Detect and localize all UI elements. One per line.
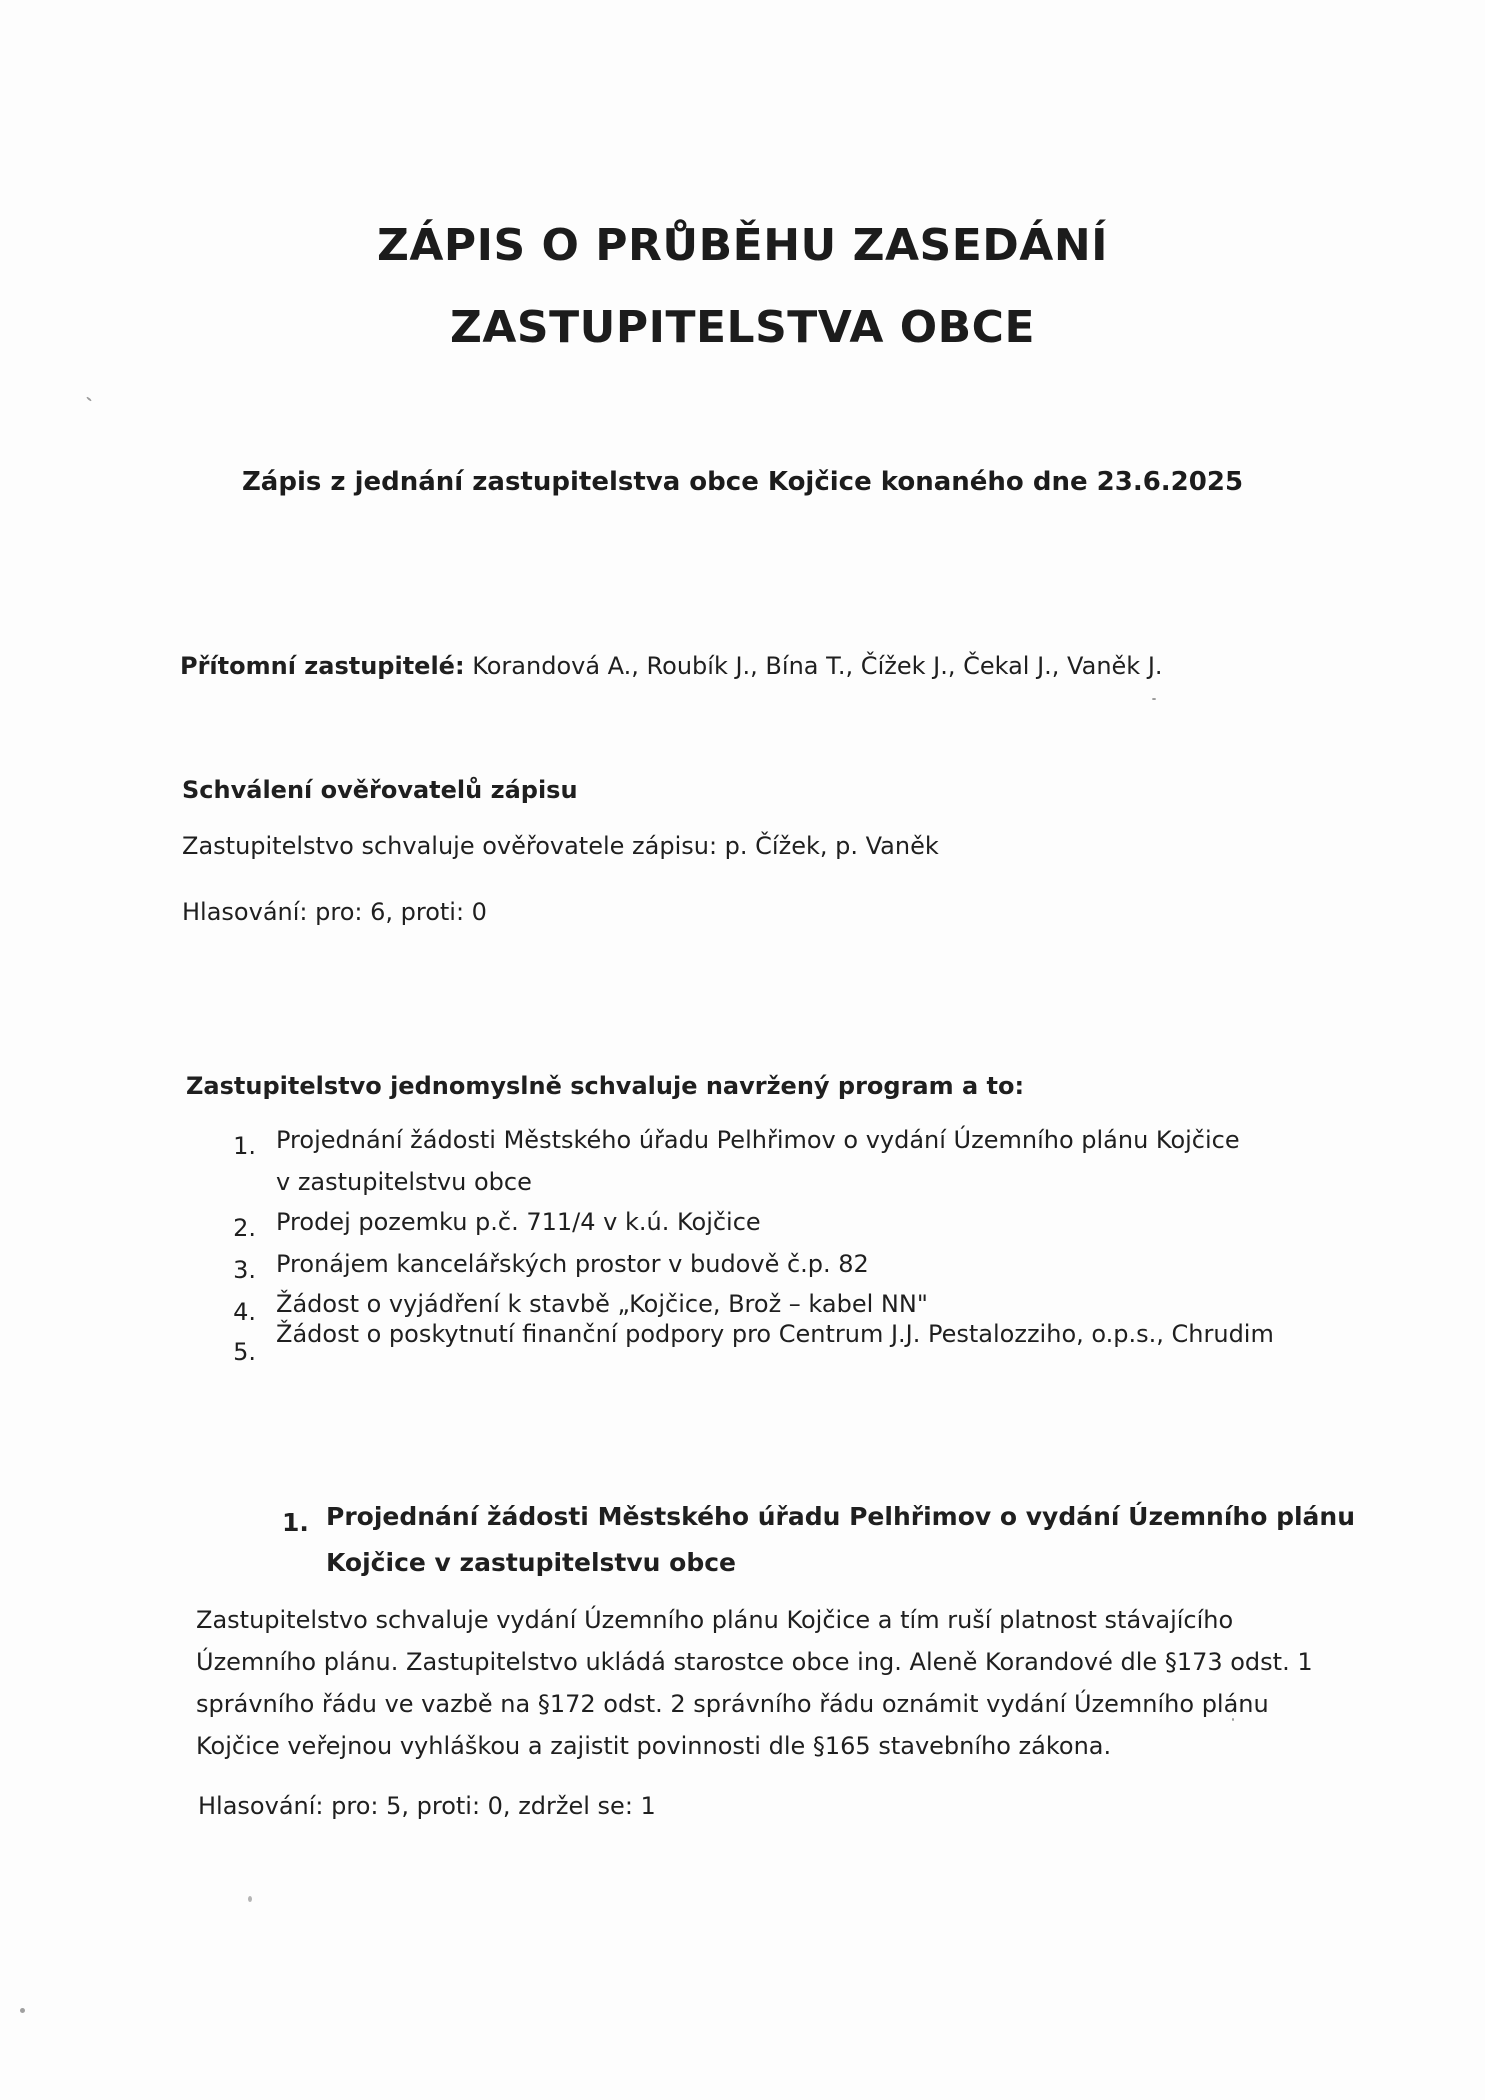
program-item-text: Žádost o poskytnutí finanční podpory pro Centrum J.J. Pestalozziho, o.p.s., Chrudim bbox=[276, 1320, 1274, 1348]
section1-body-line: Zastupitelstvo schvaluje vydání Územního plánu Kojčice a tím ruší platnost stávajícího bbox=[196, 1606, 1234, 1634]
section1-body-line: Územního plánu. Zastupitelstvo ukládá starostce obce ing. Aleně Korandové dle §173 odst. 1 bbox=[196, 1648, 1313, 1676]
scan-speck bbox=[20, 2008, 25, 2013]
verifiers-text: Zastupitelstvo schvaluje ověřovatele zápisu: p. Čížek, p. Vaněk bbox=[182, 832, 939, 860]
section1-vote: Hlasování: pro: 5, proti: 0, zdržel se: 1 bbox=[198, 1792, 656, 1820]
scan-speck bbox=[1232, 1718, 1234, 1721]
section1-heading-line2: Kojčice v zastupitelstvu obce bbox=[326, 1548, 737, 1577]
program-item-number: 5. bbox=[233, 1338, 256, 1366]
document-title-line1: ZÁPIS O PRŮBĚHU ZASEDÁNÍ bbox=[376, 220, 1109, 271]
section1-heading-line1: Projednání žádosti Městského úřadu Pelhřimov o vydání Územního plánu bbox=[326, 1502, 1356, 1531]
scan-speck bbox=[248, 1896, 252, 1902]
program-item-text: Pronájem kancelářských prostor v budově č.p. 82 bbox=[276, 1250, 869, 1278]
program-heading: Zastupitelstvo jednomyslně schvaluje navržený program a to: bbox=[186, 1072, 1025, 1100]
verifiers-vote: Hlasování: pro: 6, proti: 0 bbox=[182, 898, 487, 926]
program-item-text: Projednání žádosti Městského úřadu Pelhřimov o vydání Územního plánu Kojčice bbox=[276, 1126, 1240, 1154]
document-subtitle: Zápis z jednání zastupitelstva obce Kojčice konaného dne 23.6.2025 bbox=[241, 467, 1244, 497]
program-item-text: Žádost o vyjádření k stavbě „Kojčice, Brož – kabel NN" bbox=[276, 1290, 928, 1318]
present-names: Korandová A., Roubík J., Bína T., Čížek J., Čekal J., Vaněk J. bbox=[464, 652, 1163, 680]
program-item-number: 3. bbox=[233, 1256, 256, 1284]
program-item-number: 2. bbox=[233, 1214, 256, 1242]
section1-body-line: Kojčice veřejnou vyhláškou a zajistit povinnosti dle §165 stavebního zákona. bbox=[196, 1732, 1112, 1760]
section1-body-line: správního řádu ve vazbě na §172 odst. 2 správního řádu oznámit vydání Územního plánu bbox=[196, 1690, 1269, 1718]
program-item-text: Prodej pozemku p.č. 711/4 v k.ú. Kojčice bbox=[276, 1208, 761, 1236]
scan-speck bbox=[86, 396, 92, 401]
section1-number: 1. bbox=[282, 1508, 309, 1537]
document-title-line2: ZASTUPITELSTVA OBCE bbox=[449, 302, 1036, 353]
program-item-text-cont: v zastupitelstvu obce bbox=[276, 1168, 532, 1196]
present-members bbox=[180, 652, 1163, 680]
verifiers-heading: Schválení ověřovatelů zápisu bbox=[182, 776, 578, 804]
present-label: Přítomní zastupitelé: bbox=[180, 652, 465, 680]
program-item-number: 4. bbox=[233, 1298, 256, 1326]
scan-speck bbox=[1152, 698, 1156, 700]
program-item-number: 1. bbox=[233, 1132, 256, 1160]
